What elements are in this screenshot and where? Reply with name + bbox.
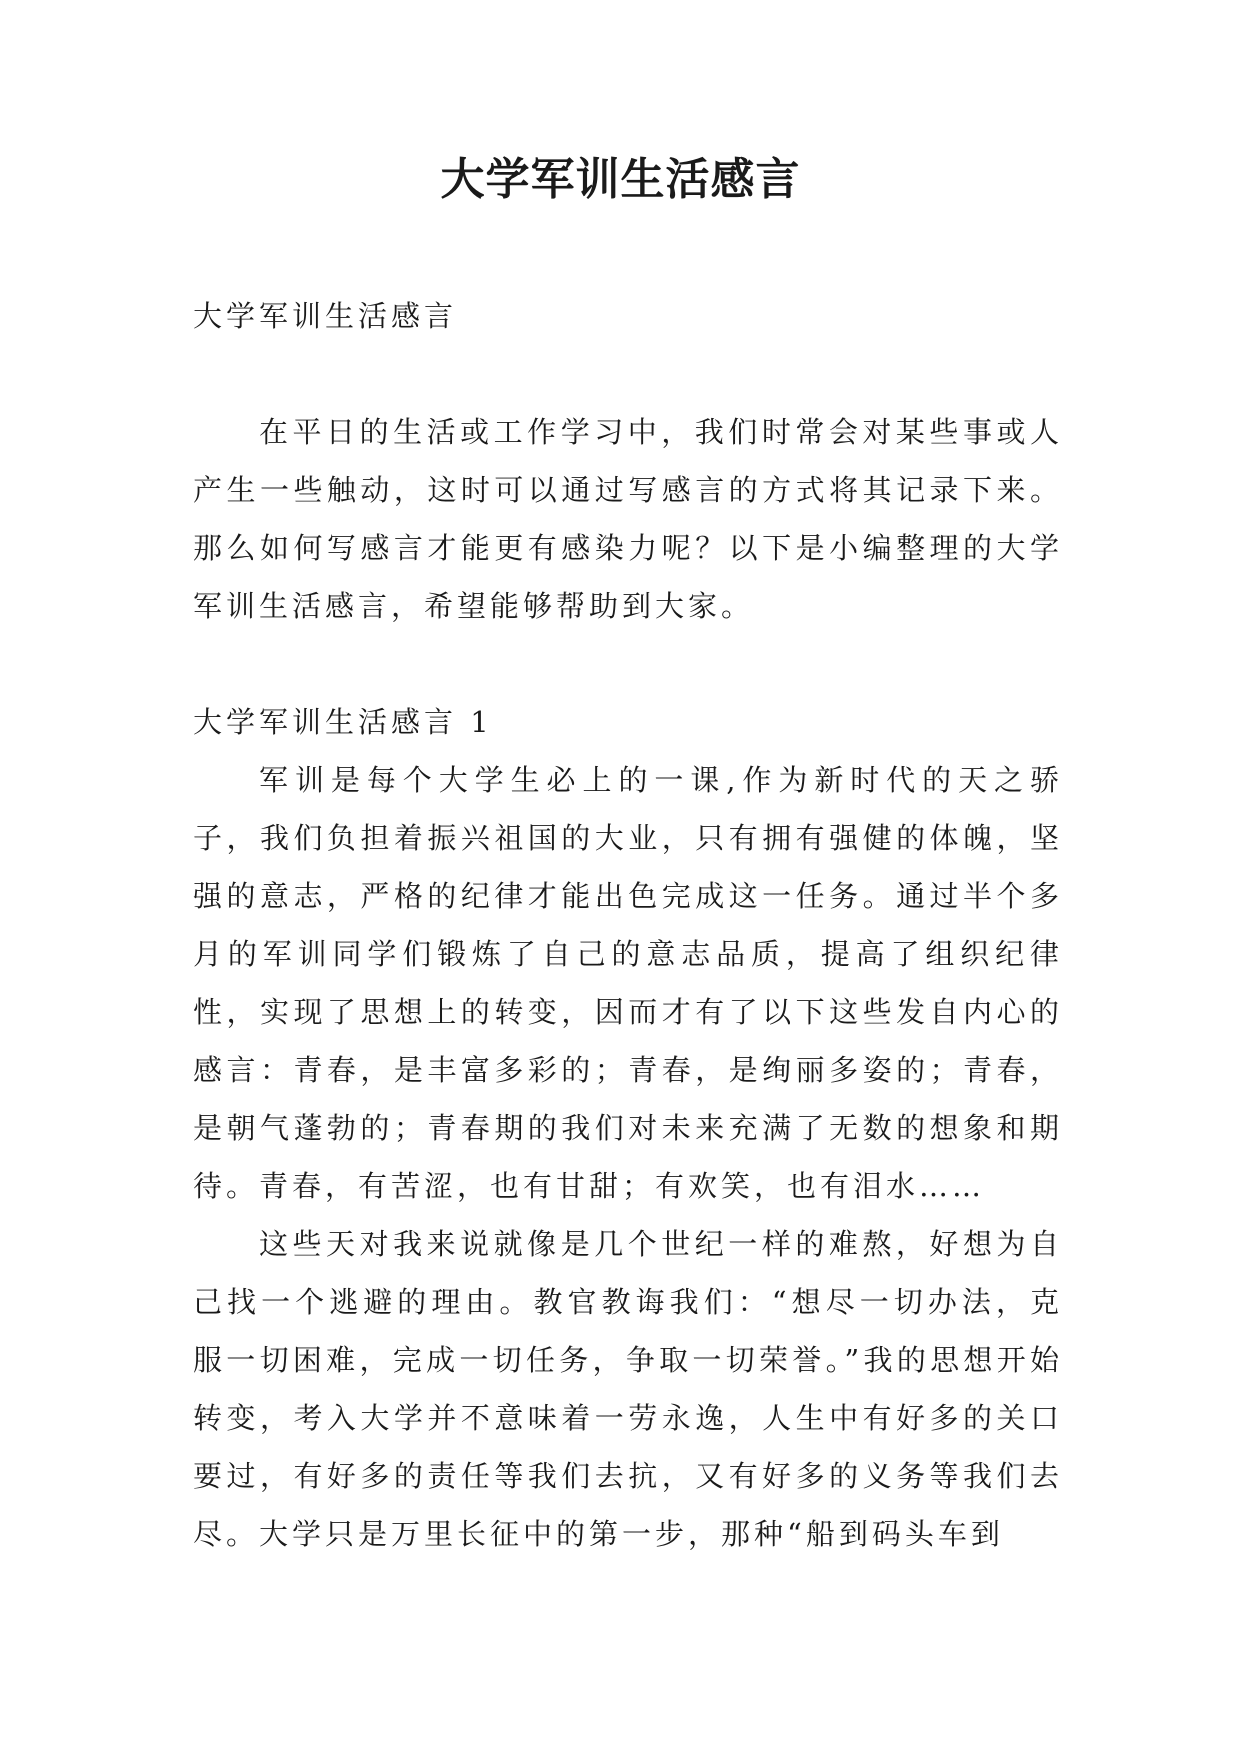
document-body (193, 287, 1063, 1563)
document-title: 大学军训生活感言 (440, 154, 801, 205)
intro-paragraph: 在平日的生活或工作学习中，我们时常会对某些事或人产生一些触动，这时可以通过写感言的方式将其记录下来。那么如何写感言才能更有感染力呢？以下是小编整理的大学军训生活感言，希望能够帮助到大家。 (193, 415, 1063, 623)
document-subtitle: 大学军训生活感言 (193, 299, 458, 333)
section-heading: 大学军训生活感言 1 (193, 705, 493, 739)
body-paragraph-1: 军训是每个大学生必上的一课,作为新时代的天之骄子，我们负担着振兴祖国的大业，只有拥有强健的体魄，坚强的意志，严格的纪律才能出色完成这一任务。通过半个多月的军训同学们锻炼了自己的意志品质，提高了组织纪律性，实现了思想上的转变，因而才有了以下这些发自内心的感言：青春，是丰富多彩的；青春，是绚丽多姿的；青春，是朝气蓬勃的；青春期的我们对未来充满了无数的想象和期待。青春，有苦涩，也有甘甜；有欢笑，也有泪水…… (193, 763, 1063, 1203)
body-paragraph-2: 这些天对我来说就像是几个世纪一样的难熬，好想为自己找一个逃避的理由。教官教诲我们：“想尽一切办法，克服一切困难，完成一切任务，争取一切荣誉。”我的思想开始转变，考入大学并不意味着一劳永逸，人生中有好多的关口要过，有好多的责任等我们去抗，又有好多的义务等我们去尽。大学只是万里长征中的第一步，那种“船到码头车到 (193, 1227, 1063, 1551)
